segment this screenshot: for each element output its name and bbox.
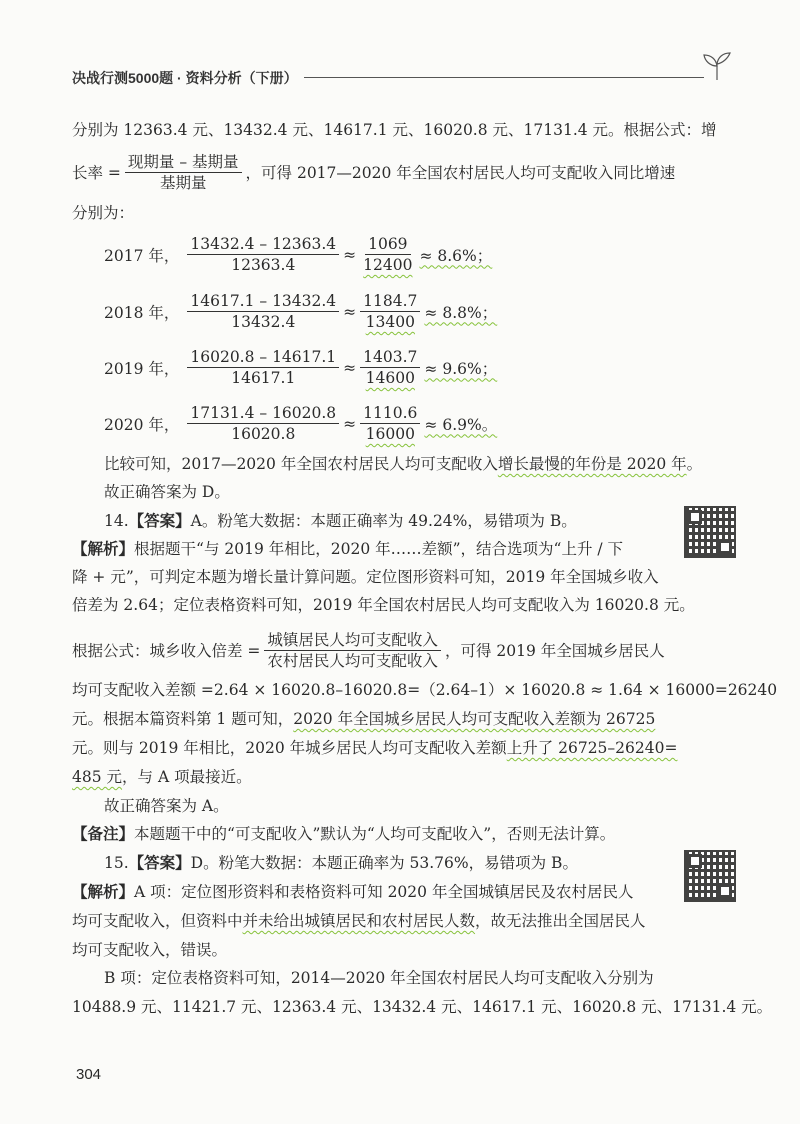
calc-row-2018: [104, 291, 497, 332]
fraction-denominator: 12400: [363, 256, 413, 274]
calc-row-2020: [104, 403, 497, 444]
answer-tag: 【答案】: [128, 853, 191, 872]
fraction-numerator: 14617.1 – 13432.4: [187, 291, 339, 312]
text-fragment: 元。根据本篇资料第 1 题可知，: [72, 710, 294, 728]
fraction-numerator: 1403.7: [360, 347, 420, 368]
text-fragment: 。: [686, 455, 703, 473]
calc-year: 2020 年，: [104, 415, 180, 434]
growth-rate-formula: [125, 152, 242, 193]
text-fragment: ，与 A 项最接近。: [122, 768, 252, 786]
text-line: 均可支配收入差额 =2.64 × 16020.8–16020.8=（2.64–1）× 16020.8 ≈ 1.64 × 16000=26240: [72, 681, 778, 699]
highlighted-text: 增长最慢的年份是 2020 年: [497, 455, 687, 473]
answer-text: A。粉笔大数据：本题正确率为 49.24%，易错项为 B。: [190, 512, 577, 530]
formula-label: 长率 =: [72, 163, 121, 182]
text-fragment: ，可得 2019 年全国城乡居民人: [444, 641, 665, 660]
qr-code-icon[interactable]: [684, 506, 736, 558]
running-header: [72, 52, 730, 86]
text-fragment: 均可支配收入，但资料中: [72, 912, 243, 930]
text-line: 分别为：: [72, 204, 135, 222]
question-number: 15.: [104, 854, 129, 872]
calc-result: ≈ 8.8%；: [424, 303, 498, 322]
book-title: 决战行测5000题 · 资料分析（下册）: [72, 70, 298, 86]
fraction-denominator: 13400: [365, 313, 415, 331]
fraction-denominator: 16020.8: [231, 425, 296, 443]
calc-result: ≈ 9.6%；: [424, 359, 498, 378]
fraction-denominator: 14617.1: [231, 369, 296, 387]
approx-sign: ≈: [343, 302, 357, 321]
q15-answer: [104, 852, 578, 874]
calc-fraction-approx: [360, 234, 415, 275]
calc-fraction-approx: [360, 347, 420, 388]
note-text: 本题题干中的“可支配收入”默认为“人均可支配收入”，否则无法计算。: [134, 825, 616, 843]
calc-fraction: [187, 291, 339, 332]
approx-sign: ≈: [343, 245, 357, 264]
calc-fraction-approx: [360, 291, 420, 332]
calc-row-2019: [104, 347, 497, 388]
answer-tag: 【答案】: [128, 511, 191, 530]
q14-answer: [104, 510, 577, 532]
fraction-numerator: 16020.8 – 14617.1: [187, 347, 339, 368]
text-line: 均可支配收入，错误。: [72, 941, 228, 959]
formula-label: 根据公式：城乡收入倍差 =: [72, 641, 261, 660]
calc-fraction-approx: [360, 403, 420, 444]
answer-line: 故正确答案为 D。: [104, 483, 230, 501]
approx-sign: ≈: [343, 414, 357, 433]
text-fragment: 根据题干“与 2019 年相比，2020 年……差额”，结合选项为“上升 / 下: [134, 540, 624, 558]
calc-result: ≈ 6.9%。: [424, 415, 498, 434]
sprout-icon: [700, 52, 734, 82]
text-line: [72, 766, 252, 788]
highlighted-text: 485 元: [72, 768, 123, 786]
fraction-numerator: 现期量 – 基期量: [125, 152, 242, 173]
fraction-denominator: 基期量: [159, 174, 207, 192]
text-line: 10488.9 元、11421.7 元、12363.4 元、13432.4 元、14617.1 元、16020.8 元、17131.4 元。: [72, 998, 773, 1016]
text-fragment: A 项：定位图形资料和表格资料可知 2020 年全国城镇居民及农村居民人: [134, 883, 634, 901]
fraction-numerator: 1069: [365, 234, 410, 255]
calc-fraction: [187, 403, 339, 444]
fraction-numerator: 17131.4 – 16020.8: [187, 403, 339, 424]
note-line: [72, 823, 615, 845]
fraction-numerator: 1184.7: [360, 291, 420, 312]
ratio-formula-line: [72, 630, 665, 671]
question-number: 14.: [104, 512, 129, 530]
page-number: 304: [76, 1066, 102, 1083]
highlighted-text: 并未给出城镇居民和农村居民人数: [242, 912, 476, 930]
fraction-denominator: 14600: [365, 369, 415, 387]
text-line: [72, 737, 677, 759]
text-line: [72, 910, 646, 932]
text-fragment: 比较可知，2017—2020 年全国农村居民人均可支配收入: [104, 455, 498, 473]
fraction-numerator: 1110.6: [360, 403, 420, 424]
analysis-tag: 【解析】: [72, 539, 135, 558]
urban-rural-ratio-formula: [264, 630, 441, 671]
note-tag: 【备注】: [72, 824, 135, 843]
analysis-tag: 【解析】: [72, 882, 135, 901]
q14-analysis: [72, 538, 623, 560]
calc-year: 2017 年，: [104, 246, 180, 265]
fraction-denominator: 农村居民人均可支配收入: [267, 652, 438, 670]
highlighted-text: 2020 年全国城乡居民人均可支配收入差额为 26725: [293, 710, 656, 728]
text-fragment: ，故无法推出全国居民人: [475, 912, 646, 930]
answer-text: D。粉笔大数据：本题正确率为 53.76%，易错项为 B。: [190, 854, 578, 872]
comparison-line: [104, 453, 702, 475]
calc-row-2017: [104, 234, 492, 275]
fraction-numerator: 13432.4 – 12363.4: [187, 234, 339, 255]
calc-fraction: [187, 347, 339, 388]
fraction-numerator: 城镇居民人均可支配收入: [264, 630, 441, 651]
qr-code-icon[interactable]: [684, 850, 736, 902]
fraction-denominator: 13432.4: [231, 313, 296, 331]
approx-sign: ≈: [343, 358, 357, 377]
text-line: B 项：定位表格资料可知，2014—2020 年全国农村居民人均可支配收入分别为: [104, 969, 654, 987]
fraction-denominator: 16000: [365, 425, 415, 443]
calc-year: 2019 年，: [104, 359, 180, 378]
calc-year: 2018 年，: [104, 303, 180, 322]
calc-fraction: [187, 234, 339, 275]
text-fragment: ，可得 2017—2020 年全国农村居民人均可支配收入同比增速: [245, 163, 676, 182]
text-line: 降 + 元”，可判定本题为增长量计算问题。定位图形资料可知，2019 年全国城乡收入: [72, 568, 659, 586]
text-line: 分别为 12363.4 元、13432.4 元、14617.1 元、16020.8 元、17131.4 元。根据公式：增: [72, 121, 717, 139]
calc-result: ≈ 8.6%；: [419, 246, 493, 265]
growth-formula-line: [72, 152, 675, 193]
header-rule: [304, 77, 704, 78]
text-line: 倍差为 2.64；定位表格资料可知，2019 年全国农村居民人均可支配收入为 16020.8 元。: [72, 596, 695, 614]
text-fragment: 元。则与 2019 年相比，2020 年城乡居民人均可支配收入差额: [72, 739, 507, 757]
highlighted-text: 上升了 26725–26240=: [506, 739, 678, 757]
text-line: [72, 708, 655, 730]
fraction-denominator: 12363.4: [231, 256, 296, 274]
q15-analysis: [72, 881, 633, 903]
answer-line: 故正确答案为 A。: [104, 797, 229, 815]
